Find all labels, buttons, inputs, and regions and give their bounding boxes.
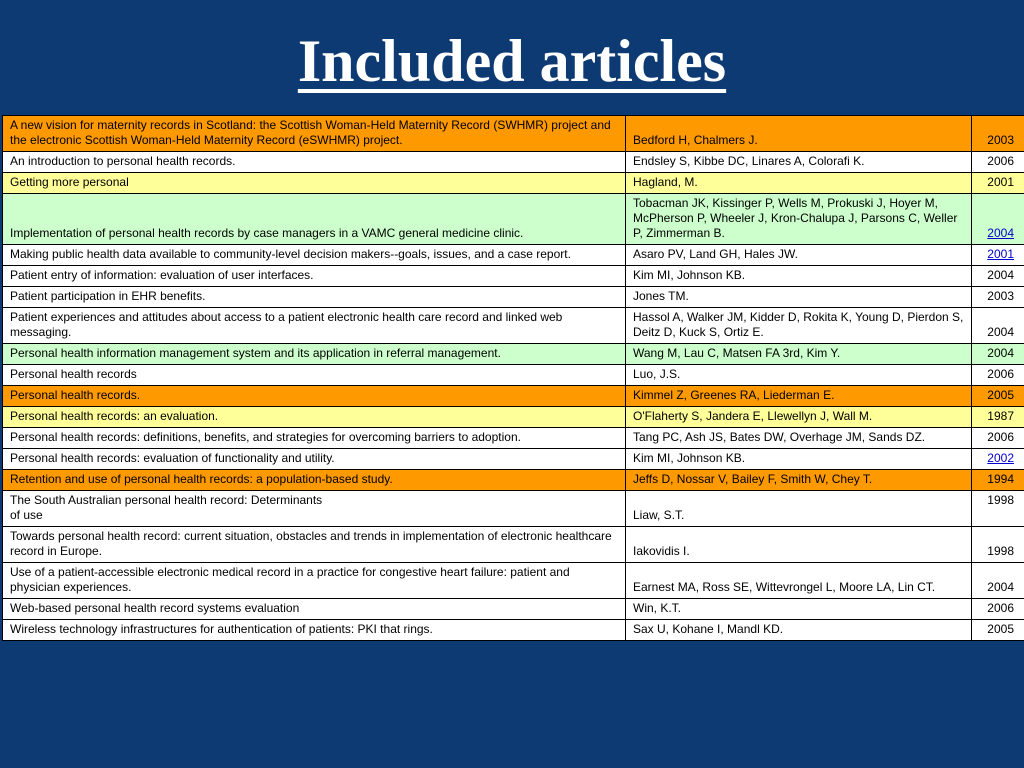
article-year-cell: 2004 (972, 308, 1024, 344)
article-year-cell: 2004 (972, 563, 1024, 599)
article-authors-cell: Asaro PV, Land GH, Hales JW. (626, 245, 972, 266)
article-year-cell: 2006 (972, 428, 1024, 449)
article-authors-cell: Hagland, M. (626, 173, 972, 194)
article-authors-cell: Hassol A, Walker JM, Kidder D, Rokita K, Young D, Pierdon S, Deitz D, Kuck S, Ortiz E. (626, 308, 972, 344)
table-row (3, 308, 1024, 344)
table-row (3, 449, 1024, 470)
table-row (3, 428, 1024, 449)
table-row (3, 620, 1024, 641)
article-year-cell: 1994 (972, 470, 1024, 491)
article-authors-cell: Wang M, Lau C, Matsen FA 3rd, Kim Y. (626, 344, 972, 365)
article-year-cell: 2003 (972, 116, 1024, 152)
article-authors-cell: Tobacman JK, Kissinger P, Wells M, Prokuski J, Hoyer M, McPherson P, Wheeler J, Kron-Chalupa J, Parsons C, Weller P, Zimmerman B. (626, 194, 972, 245)
article-year-link[interactable]: 2001 (987, 247, 1014, 261)
article-authors-cell: Kimmel Z, Greenes RA, Liederman E. (626, 386, 972, 407)
article-authors-cell: Luo, J.S. (626, 365, 972, 386)
article-year-cell: 2004 (972, 266, 1024, 287)
article-year-link[interactable]: 2002 (987, 451, 1014, 465)
article-authors-cell: Kim MI, Johnson KB. (626, 266, 972, 287)
article-title-cell: The South Australian personal health record: Determinants of use (3, 491, 626, 527)
article-authors-cell: Bedford H, Chalmers J. (626, 116, 972, 152)
article-year-cell (972, 449, 1024, 470)
article-authors-cell: Endsley S, Kibbe DC, Linares A, Colorafi K. (626, 152, 972, 173)
article-authors-cell: Jones TM. (626, 287, 972, 308)
article-authors-cell: Liaw, S.T. (626, 491, 972, 527)
article-title-cell: Retention and use of personal health records: a population-based study. (3, 470, 626, 491)
article-authors-cell: Sax U, Kohane I, Mandl KD. (626, 620, 972, 641)
articles-table-body (3, 116, 1024, 641)
article-title-cell: Patient experiences and attitudes about access to a patient electronic health care record and linked web messaging. (3, 308, 626, 344)
table-row (3, 245, 1024, 266)
article-title-cell: Patient entry of information: evaluation of user interfaces. (3, 266, 626, 287)
article-year-cell: 2004 (972, 344, 1024, 365)
table-row (3, 287, 1024, 308)
article-title-cell: Personal health records: definitions, benefits, and strategies for overcoming barriers to adoption. (3, 428, 626, 449)
article-year-cell: 2005 (972, 386, 1024, 407)
article-authors-cell: Kim MI, Johnson KB. (626, 449, 972, 470)
table-row (3, 344, 1024, 365)
article-title-cell: Implementation of personal health records by case managers in a VAMC general medicine clinic. (3, 194, 626, 245)
table-row (3, 194, 1024, 245)
article-year-cell: 2006 (972, 599, 1024, 620)
article-year-cell (972, 194, 1024, 245)
table-row (3, 470, 1024, 491)
article-title-cell: Web-based personal health record systems evaluation (3, 599, 626, 620)
article-authors-cell: O'Flaherty S, Jandera E, Llewellyn J, Wall M. (626, 407, 972, 428)
articles-table (2, 115, 1024, 641)
article-title-cell: Patient participation in EHR benefits. (3, 287, 626, 308)
article-year-cell: 1998 (972, 527, 1024, 563)
article-year-link[interactable]: 2004 (987, 226, 1014, 240)
article-year-cell: 2005 (972, 620, 1024, 641)
article-title-cell: Personal health information management system and its application in referral management. (3, 344, 626, 365)
article-title-cell: Personal health records: evaluation of functionality and utility. (3, 449, 626, 470)
article-authors-cell: Earnest MA, Ross SE, Wittevrongel L, Moore LA, Lin CT. (626, 563, 972, 599)
article-year-cell: 1987 (972, 407, 1024, 428)
article-year-cell (972, 245, 1024, 266)
article-year-cell: 2006 (972, 365, 1024, 386)
table-row (3, 116, 1024, 152)
article-title-cell: Personal health records: an evaluation. (3, 407, 626, 428)
table-row (3, 407, 1024, 428)
article-title-cell: Towards personal health record: current situation, obstacles and trends in implementation of electronic healthcare record in Europe. (3, 527, 626, 563)
article-year-cell: 2006 (972, 152, 1024, 173)
table-row (3, 386, 1024, 407)
article-year-cell: 2001 (972, 173, 1024, 194)
article-title-cell: Getting more personal (3, 173, 626, 194)
table-row (3, 527, 1024, 563)
article-title-cell: Use of a patient-accessible electronic medical record in a practice for congestive heart failure: patient and physician experiences. (3, 563, 626, 599)
slide-title: Included articles (297, 28, 727, 94)
table-row (3, 173, 1024, 194)
article-authors-cell: Iakovidis I. (626, 527, 972, 563)
table-row (3, 365, 1024, 386)
article-title-cell: Personal health records. (3, 386, 626, 407)
table-row (3, 599, 1024, 620)
article-authors-cell: Win, K.T. (626, 599, 972, 620)
article-title-cell: Wireless technology infrastructures for authentication of patients: PKI that rings. (3, 620, 626, 641)
article-title-cell: An introduction to personal health records. (3, 152, 626, 173)
article-year-cell: 2003 (972, 287, 1024, 308)
article-authors-cell: Jeffs D, Nossar V, Bailey F, Smith W, Chey T. (626, 470, 972, 491)
table-row (3, 563, 1024, 599)
article-title-cell: Making public health data available to community-level decision makers--goals, issues, and a case report. (3, 245, 626, 266)
article-authors-cell: Tang PC, Ash JS, Bates DW, Overhage JM, Sands DZ. (626, 428, 972, 449)
article-year-cell: 1998 (972, 491, 1024, 527)
table-row (3, 491, 1024, 527)
article-title-cell: Personal health records (3, 365, 626, 386)
table-row (3, 266, 1024, 287)
table-row (3, 152, 1024, 173)
article-title-cell: A new vision for maternity records in Scotland: the Scottish Woman-Held Maternity Record (SWHMR) project and the electronic Scottish Woman-Held Maternity Record (eSWHMR) project. (3, 116, 626, 152)
